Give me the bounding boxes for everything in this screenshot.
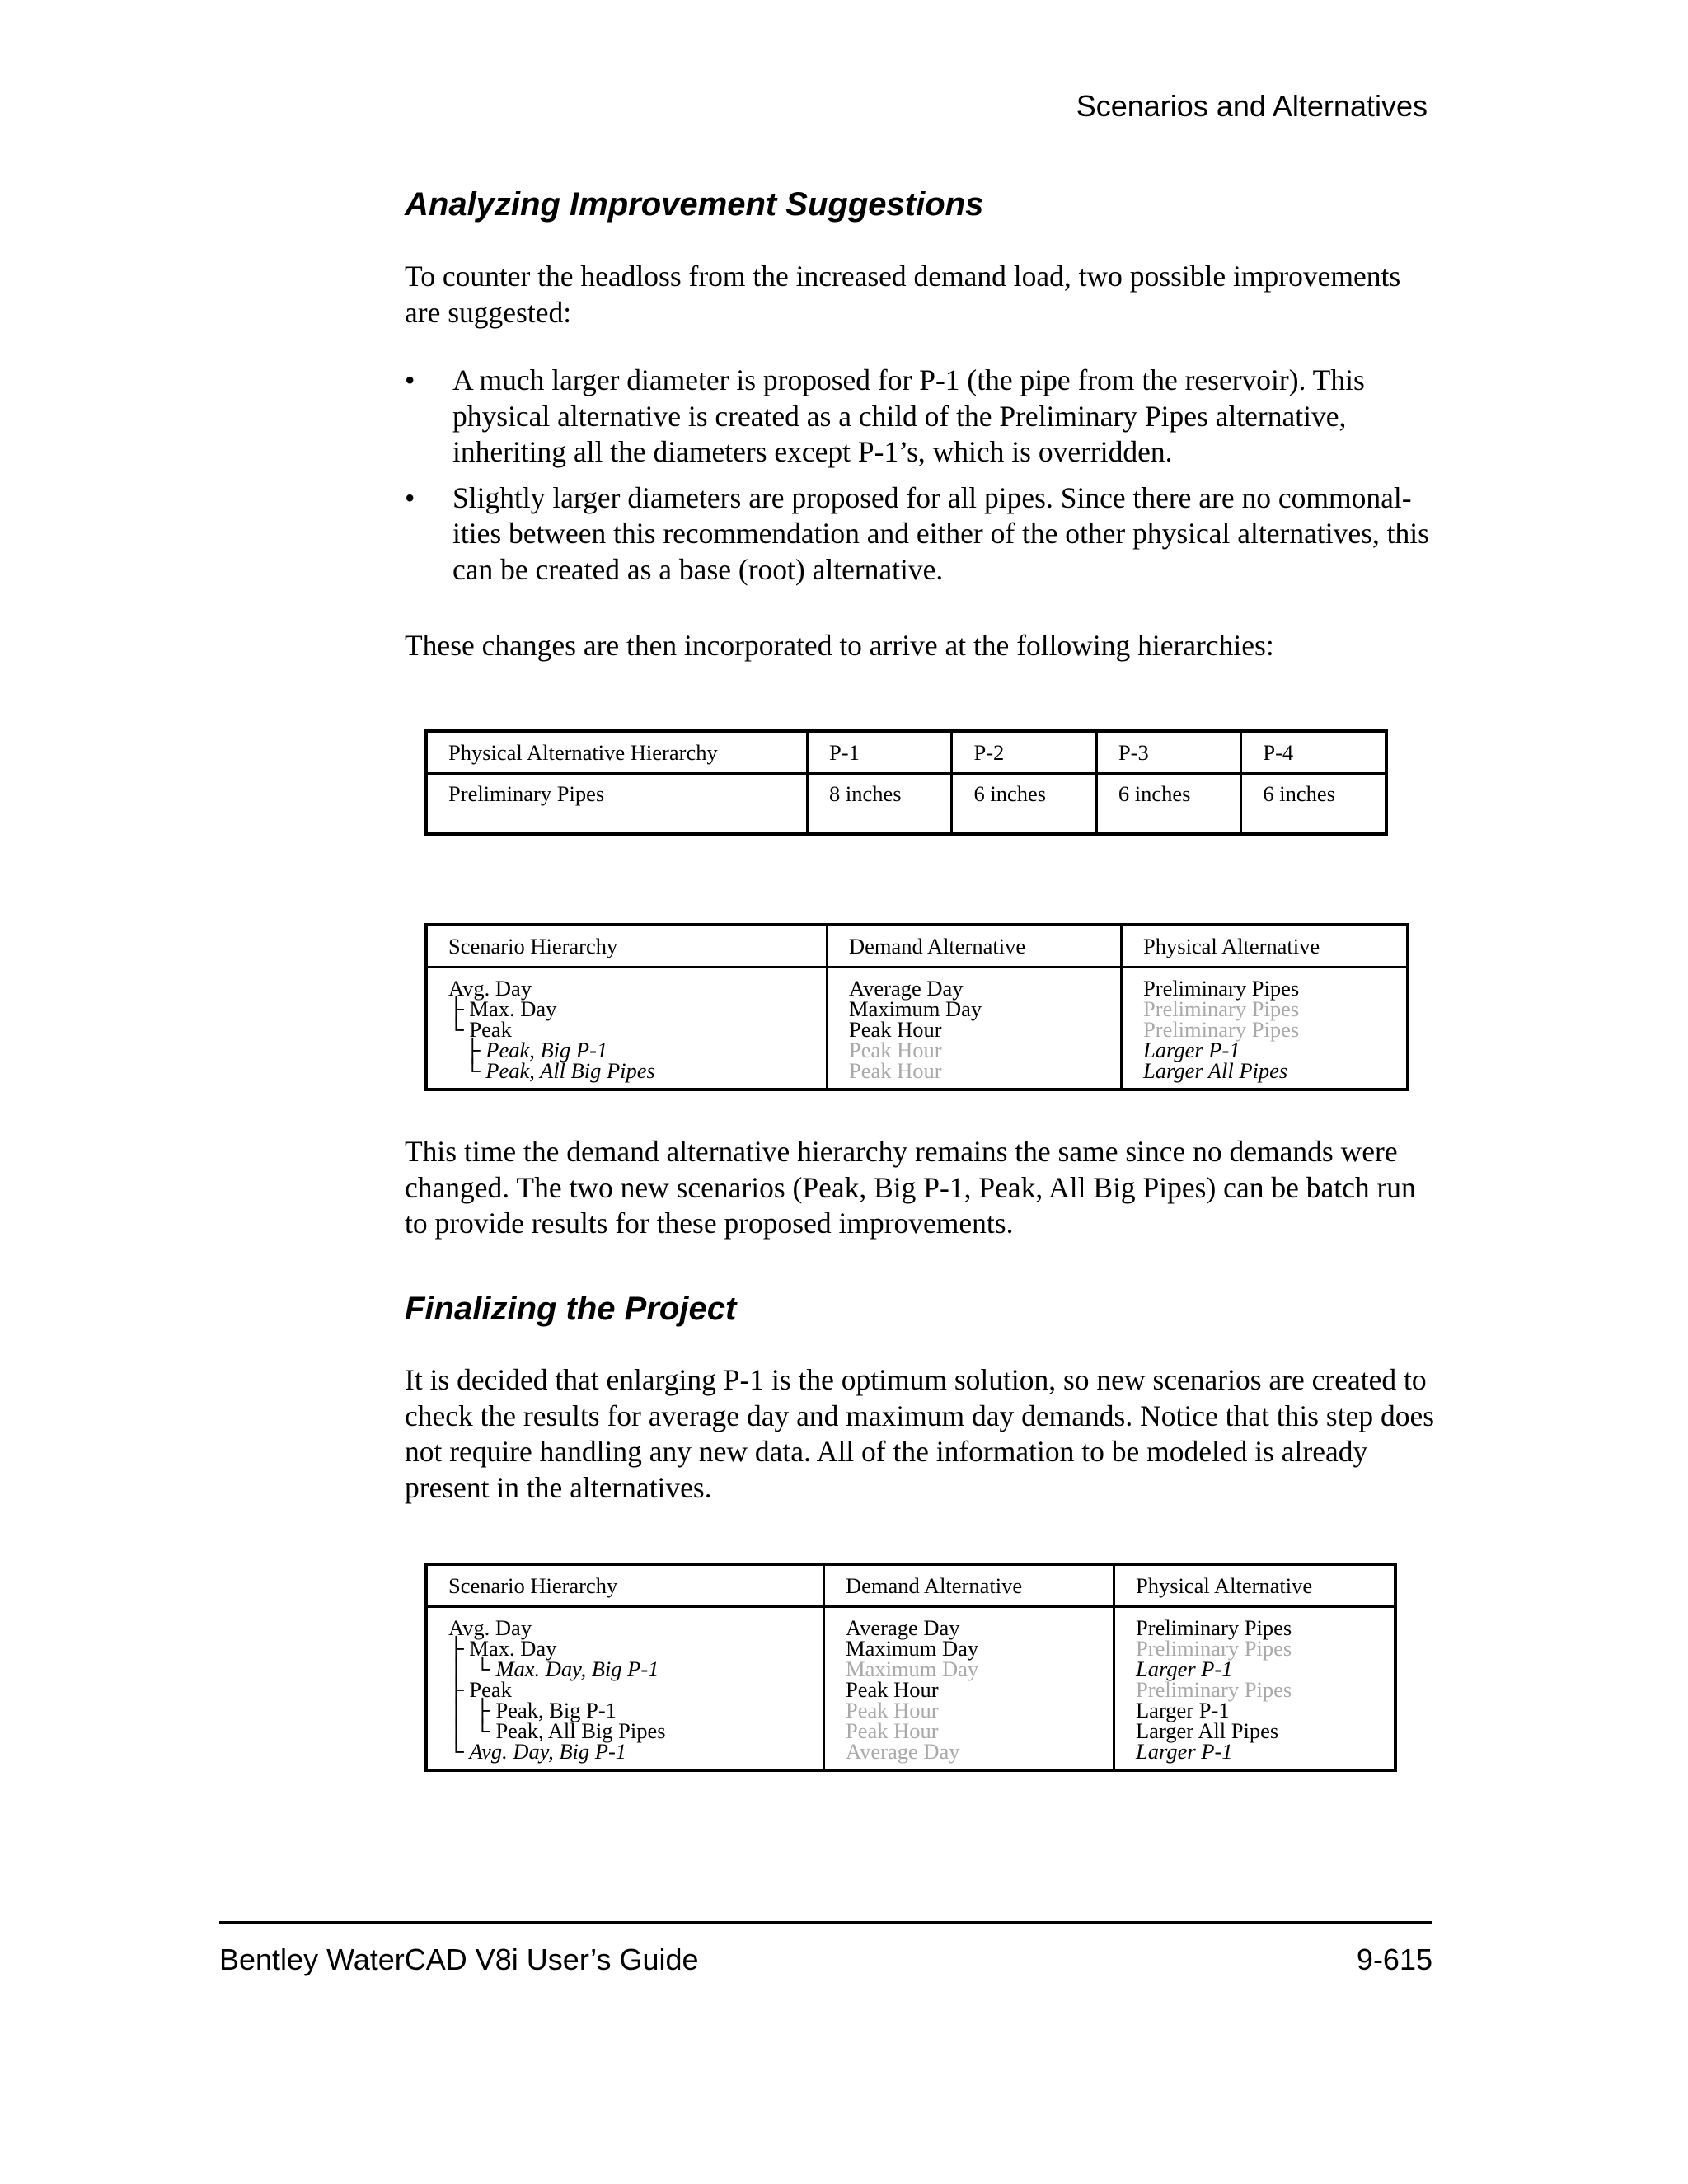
- table-cell: 8 inches: [808, 774, 952, 835]
- demand-value: Maximum Day: [846, 1636, 979, 1661]
- demand-alternative-cell: [824, 1607, 1114, 1771]
- demand-value-inherited: Peak Hour: [849, 1058, 942, 1083]
- demand-alternative-cell: [828, 968, 1122, 1090]
- table-cell: Preliminary Pipes: [448, 781, 605, 806]
- tree-node-label: Max. Day: [469, 1636, 557, 1661]
- physical-value: Larger P-1: [1143, 1038, 1240, 1062]
- table-header-row: [426, 1564, 1395, 1607]
- table-cell: 6 inches: [1241, 774, 1386, 835]
- table-row: [426, 1607, 1395, 1771]
- demand-value: Average Day: [849, 976, 964, 1001]
- tree-node-label: Max. Day: [469, 996, 557, 1021]
- table-header-row: [426, 925, 1408, 968]
- table-row: [426, 968, 1408, 1090]
- tree-node-label: Peak, All Big Pipes: [495, 1718, 666, 1743]
- list-item: [405, 363, 1442, 471]
- tree-connector: ├: [448, 1038, 486, 1062]
- column-header: P-3: [1096, 731, 1240, 774]
- column-header: Demand Alternative: [828, 925, 1122, 968]
- column-header: Physical Alternative: [1122, 925, 1409, 968]
- demand-value: Peak Hour: [846, 1677, 939, 1702]
- column-header: P-4: [1241, 731, 1386, 774]
- tree-connector: └: [448, 1058, 486, 1083]
- table-cell: 6 inches: [1096, 774, 1240, 835]
- scenario-hierarchy-table-1: [424, 923, 1409, 1091]
- tree-connector: │ └: [448, 1718, 496, 1743]
- tree-node-label: Avg. Day: [448, 1615, 532, 1640]
- tree-connector: ├: [448, 996, 470, 1021]
- tree-node: [448, 1058, 814, 1083]
- tree-node-label: Avg. Day: [448, 976, 532, 1001]
- table-row: [426, 774, 1386, 835]
- physical-alternative-cell: [1114, 1607, 1396, 1771]
- bullet-marker: •: [405, 480, 415, 514]
- closing-paragraph: This time the demand alternative hierarchy remains the same since no demands were changed. The two new scenarios (Peak, Big P-1, Peak, All Big Pipes) can be batch run to provide results for these proposed improvements.: [405, 1135, 1416, 1240]
- column-header: Physical Alternative: [1114, 1564, 1396, 1607]
- physical-value: Larger All Pipes: [1136, 1718, 1279, 1743]
- tree-node-label: Peak, Big P-1: [485, 1038, 608, 1062]
- section-heading-analyzing: Analyzing Improvement Suggestions: [405, 186, 984, 223]
- tree-connector: │ └: [448, 1657, 496, 1681]
- demand-value-inherited: Maximum Day: [846, 1657, 979, 1681]
- physical-value: Larger P-1: [1136, 1657, 1233, 1681]
- column-header: Demand Alternative: [824, 1564, 1114, 1607]
- column-header: Scenario Hierarchy: [426, 1564, 824, 1607]
- physical-alternative-table: [424, 729, 1388, 836]
- physical-value-inherited: Preliminary Pipes: [1143, 1017, 1300, 1042]
- list-item: [405, 480, 1442, 588]
- tree-node-label: Peak: [469, 1017, 512, 1042]
- bullet-marker: •: [405, 363, 415, 396]
- tree-connector: └: [448, 1739, 470, 1764]
- physical-value-inherited: Preliminary Pipes: [1136, 1636, 1292, 1661]
- tree-node: [448, 1741, 811, 1762]
- demand-value-inherited: Average Day: [846, 1739, 960, 1764]
- physical-value-inherited: Preliminary Pipes: [1143, 996, 1300, 1021]
- physical-value: Larger P-1: [1136, 1739, 1233, 1764]
- physical-value-inherited: Preliminary Pipes: [1136, 1677, 1292, 1702]
- scenario-hierarchy-cell: [426, 968, 828, 1090]
- list-item-text: A much larger diameter is proposed for P-1 (the pipe from the reservoir). This physical alternative is created as a child of the Preliminary Pipes alternative, inheriting all the diameters except P-1’s, which is overridden.: [452, 363, 1365, 468]
- tree-node-label: Peak, All Big Pipes: [485, 1058, 655, 1083]
- footer-rule: [219, 1921, 1432, 1924]
- finalizing-paragraph: It is decided that enlarging P-1 is the optimum solution, so new scenarios are created to check the results for average day and maximum day demands. Notice that this step does not require handling any new data. All of the information to be modeled is already present in the alternatives.: [405, 1363, 1435, 1504]
- tree-connector: │ ├: [448, 1698, 496, 1722]
- demand-value-inherited: Peak Hour: [846, 1698, 939, 1722]
- column-header: Scenario Hierarchy: [426, 925, 828, 968]
- demand-value: Peak Hour: [849, 1017, 942, 1042]
- physical-value: Larger All Pipes: [1143, 1058, 1288, 1083]
- page-number: 9-615: [1356, 1943, 1432, 1976]
- tree-connector: ├: [448, 1636, 470, 1661]
- demand-value: Average Day: [846, 1615, 960, 1640]
- column-header: P-2: [952, 731, 1096, 774]
- tree-node-label: Avg. Day, Big P-1: [469, 1739, 627, 1764]
- physical-value: Preliminary Pipes: [1143, 976, 1300, 1001]
- list-item-text: Slightly larger diameters are proposed for all pipes. Since there are no commonal-ities between this recommendation and either of the other physical alternatives, this can be created as a base (root) alternative.: [452, 480, 1429, 586]
- table-cell: 6 inches: [952, 774, 1096, 835]
- tree-node-label: Peak, Big P-1: [495, 1698, 617, 1722]
- physical-alternative-cell: [1122, 968, 1409, 1090]
- demand-value-inherited: Peak Hour: [846, 1718, 939, 1743]
- demand-value: Maximum Day: [849, 996, 982, 1021]
- intro-paragraph: To counter the headloss from the increased demand load, two possible improvements are suggested:: [405, 260, 1401, 329]
- physical-value: Preliminary Pipes: [1136, 1615, 1292, 1640]
- section-heading-finalizing: Finalizing the Project: [405, 1291, 737, 1327]
- tree-connector: ├: [448, 1677, 470, 1702]
- table-header-row: [426, 731, 1386, 774]
- column-header: Physical Alternative Hierarchy: [426, 731, 808, 774]
- scenario-hierarchy-cell: [426, 1607, 824, 1771]
- scenario-hierarchy-table-2: [424, 1563, 1397, 1772]
- tree-node-label: Peak: [469, 1677, 512, 1702]
- improvement-list: [405, 363, 1442, 598]
- column-header: P-1: [808, 731, 952, 774]
- demand-value-inherited: Peak Hour: [849, 1038, 942, 1062]
- running-head: Scenarios and Alternatives: [1076, 89, 1428, 123]
- physical-value: Larger P-1: [1136, 1698, 1230, 1722]
- tree-node-label: Max. Day, Big P-1: [495, 1657, 659, 1681]
- tree-connector: └: [448, 1017, 470, 1042]
- footer-title: Bentley WaterCAD V8i User’s Guide: [219, 1943, 699, 1976]
- lead-in-paragraph: These changes are then incorporated to arrive at the following hierarchies:: [405, 629, 1274, 662]
